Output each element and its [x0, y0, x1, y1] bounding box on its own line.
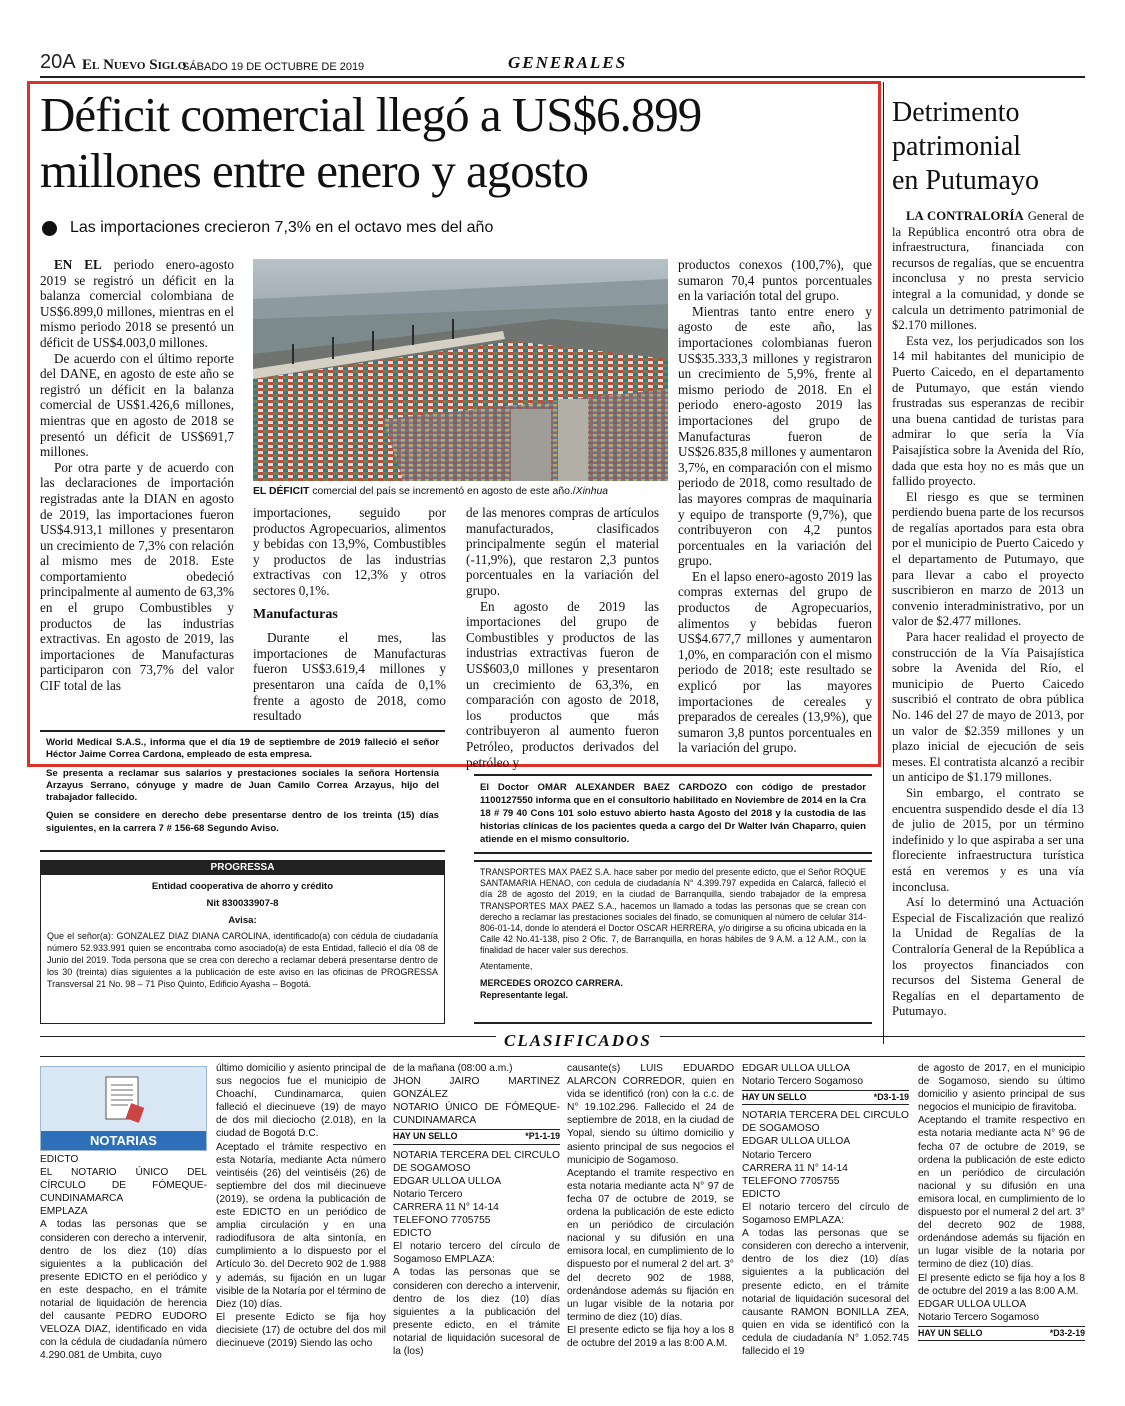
- photo-credit: Xinhua: [575, 486, 609, 497]
- notice-text: NOTARIA TERCERA DEL CIRCULO DE SOGAMOSO EDGAR ULLOA ULLOA Notario Tercero CARRERA 11 N° 14-14 TELEFONO 7705755 EDICTO El notario tercero del círculo de Sogamoso EMPLAZA: A todas las personas que se consideren con derecho a intervenir, dentro de los diez (10) días siguientes a la publicación del presente edicto, en el trámite notarial de liquidación sucesoral del causante RAMON BONILLA ZEA, quien en vida se identificó con la cedula de ciudadanía N° 1.052.745 fallecido el 19: [742, 1110, 909, 1357]
- paragraph: periodo enero-agosto 2019 se registró un déficit en la balanza comercial colombiana de US$6.899,0 millones, mientras en el mismo periodo 2018 se presentó un déficit de US$4.003,0 millones.: [40, 257, 234, 350]
- notice-signature: MERCEDES OROZCO CARRERA.: [480, 977, 624, 988]
- clasificado-col-5: [742, 1062, 909, 1358]
- main-col-2: [253, 505, 446, 724]
- side-headline-line: patrimonial: [892, 131, 1022, 162]
- photo-caption: [253, 485, 608, 498]
- paragraph: En agosto de 2019 las importaciones del grupo de Combustibles y productos de las industrias extractivas fueron de US$603,0 millones y presentaron un crecimiento de 63,3%, en comparación con agosto de 2018, los productos que más contribuyeron al aumento fueron Petróleo, productos derivados del petróleo y: [466, 598, 659, 770]
- masthead-name: El Nuevo Siglo: [82, 57, 187, 73]
- subsection-title: Manufacturas: [253, 606, 338, 622]
- notice-text: de agosto de 2017, en el municipio de Sogamoso, siendo su último domicilio y asiento principal de sus negocios el municipio de firavitoba. Aceptando el tramite respectivo en esta notaria mediante acta N° 96 de fecha 07 de octubre de 2019, se ordena la publicación de este edicto en un periódico de circulación nacional y su difusión en una emisora local, en cumplimiento de lo dispuesto por el numeral 2 del art. 3° del decreto 902 de 1988, ordenándose además su fijación en un lugar visible de la notaria por termino de diez (10) días. El presente edicto se fija hoy a los 8 de octubre del 2019 a las 8:00 A.M. EDGAR ULLOA ULLOA Notario Tercero Sogamoso: [918, 1063, 1085, 1323]
- main-col-1: [40, 257, 234, 694]
- paragraph: importaciones, seguido por productos Agropecuarios, alimentos y bebidas con 13,9%, Combustibles y productos de las industrias extractivas con 12,3% y otros sectores 0,1%.: [253, 505, 446, 598]
- page-number: 20A: [40, 51, 76, 73]
- side-headline: [892, 96, 1039, 198]
- port-photo: [253, 259, 668, 481]
- notice-text: NOTARIA TERCERA DEL CIRCULO DE SOGAMOSO EDGAR ULLOA ULLOA Notario Tercero CARRERA 11 N° 14-14 TELEFONO 7705755 EDICTO El notario tercero del círculo de Sogamoso EMPLAZA: A todas las personas que se consideren con derecho a intervenir, dentro de los diez (10) días siguientes a la publicación del presente edicto, en el trámite notarial de liquidación sucesoral de la (los): [393, 1149, 560, 1357]
- clasificado-col-2: último domicilio y asiento principal de sus negocios fue el municipio de Choachí, Cundinamarca, quien falleció el diecinueve (19) de mayo de dos mil dieciocho (2.018), en la ciudad de Bogotá D.C. Aceptado el trámite respectivo en esta Notaría, mediante Acta número veintiséis (26) del veintiséis (26) de septiembre del dos mil diecinueve (2019), se ordena la publicación de este EDICTO en un periódico de amplia circulación y en una radiodifusora de alta sintonía, en cumplimiento a lo dispuesto por el Artículo 3o. del Decreto 902 de 1.988 y además, su fijación en un lugar visible de la Notaría por el término de Diez (10) días. El presente Edicto se fija hoy diecisiete (17) de octubre del dos mil diecinueve (2019) Siendo las ocho: [216, 1063, 386, 1349]
- clasificado-col-3: [393, 1062, 560, 1358]
- caption-text: comercial del país se incrementó en agosto de este año./: [309, 486, 576, 497]
- notice-code: *D3-1-19: [873, 1092, 909, 1103]
- side-headline-line: en Putumayo: [892, 165, 1039, 196]
- paragraph: Por otra parte y de acuerdo con las declaraciones de importación registradas ante la DIAN en agosto de 2019, las importaciones fueron US$4.913,1 millones y presentaron un crecimiento de 7,3% con relación al mismo mes de 2018. Este comportamiento obedeció principalmente al aumento de 63,3% en el grupo Combustibles y productos de las industrias extractivas. En agosto de 2019, las importaciones de Manufacturas participaron con 73,7% del valor CIF total de las: [40, 459, 234, 694]
- bullet-icon: [42, 221, 57, 236]
- clasificado-col-1: EDICTO EL NOTARIO ÚNICO DEL CÍRCULO DE FÓMEQUE-CUNDINAMARCA EMPLAZA A todas las personas que se consideren con derecho a intervenir, dentro de los diez (10) días siguientes a la publicación del presente EDICTO en el periódico y en este despacho, en el trámite notarial de liquidación de herencia del causante PEDRO EUDORO VELOZA DIAZ, identificado en vida con la cédula de ciudadanía número 4.290.081 de Umbita, cuyo: [40, 1154, 207, 1362]
- notice-text: Quien se considere en derecho debe presentarse dentro de los treinta (15) días siguientes, en la carrera 7 # 156-68: [46, 810, 439, 834]
- paragraph: productos conexos (100,7%), que sumaron 70,4 puntos porcentuales en la variación total del grupo.: [678, 257, 872, 304]
- paragraph: Así lo determinó una Actuación Especial de Fiscalización que realizó la Unidad de Regalías de la Contraloría General de la República a los proyectos financiados con recursos del Sistema General de Regalías en el departamento de Putumayo.: [892, 895, 1084, 1019]
- progressa-aviso: Avisa:: [228, 915, 257, 927]
- main-col-3: [466, 505, 659, 770]
- side-article-body: [892, 209, 1084, 1020]
- notice-sign: Segundo Aviso.: [207, 822, 279, 834]
- document-icon: [102, 1075, 146, 1125]
- seal-note: HAY UN SELLO: [742, 1092, 807, 1103]
- progressa-body: Que el señor(a): GONZALEZ DIAZ DIANA CAROLINA, identificado(a) con cédula de ciudadanía número 52.933.991 quien se encontraba como asociado(a) de esta Entidad, falleció el día 08 de Junio del 2019. Toda persona que se crea con derecho a reclamar deberá presentarse dentro de los 30 (treinta) días siguientes a la publicación de este aviso en las oficinas de PROGRESSA Transversal 21 No. 98 – 71 Piso Quinto, Edificio Ayasha – Bogotá.: [47, 931, 438, 990]
- edition-date: SÁBADO 19 DE OCTUBRE DE 2019: [182, 61, 365, 73]
- subhead: Las importaciones crecieron 7,3% en el octavo mes del año: [70, 219, 494, 236]
- notice-signature-role: Representante legal.: [480, 989, 569, 1000]
- section-name: GENERALES: [508, 53, 628, 72]
- progressa-title: PROGRESSA: [41, 861, 444, 875]
- notarias-label: NOTARIAS: [41, 1131, 206, 1150]
- progressa-sub: Entidad cooperativa de ahorro y crédito: [151, 881, 334, 892]
- notarias-box: [40, 1066, 207, 1151]
- notice-doctor: [474, 774, 872, 854]
- paragraph: Para hacer realidad el proyecto de construcción de la Vía Paisajística sobre la Avenida del Río, el municipio de Puerto Caicedo suscribió el contrato de obra pública No. 146 del 27 de mayo de 2013, por un valor de $2.359 millones y un plazo inicial de ejecución de seis meses. El contratista alcanzó a recibir un anticipo de $1.179 millones.: [892, 630, 1084, 785]
- notice-code: *P1-1-19: [525, 1131, 560, 1142]
- header-rule: [40, 76, 1085, 78]
- caption-lead: EL DÉFICIT: [253, 486, 310, 497]
- notice-text: EDGAR ULLOA ULLOA Notario Tercero Sogamoso: [742, 1063, 863, 1088]
- notice-text: Se presenta a reclamar sus salarios y prestaciones sociales la señora Hortensia Arzayus Serrano, cónyuge y madre de Juan Camilo Correa Arzayus, hijo del trabajador fallecido.: [46, 768, 439, 804]
- notice-closing: Atentamente,: [480, 960, 533, 971]
- notice-text: World Medical S.A.S., informa que el día 19 de septiembre de 2019 falleció el señor Héctor Jaime Correa Cardona, empleado de esta empresa.: [46, 737, 439, 761]
- clasificado-col-4: causante(s) LUIS EDUARDO ALARCON CORREDOR, quien en vida se identificó (ron) con la c.c. de N° 19.102.296. Fallecido el 24 de septiembre de 2018, en la ciudad de Yopal, siendo su último domicilio y asiento principal de sus negocios el municipio de Sogamoso. Aceptando el tramite respectivo en esta notaria mediante acta N° 97 de fecha 07 de octubre de 2019, se ordena la publicación de este edicto en un periódico de circulación nacional y su difusión en una emisora local, en cumplimiento de lo dispuesto por el numeral 2 del art. 3° del decreto 902 de 1988, ordenándose además su fijación en un lugar visible de la notaria por termino de diez (10) días. El presente edicto se fija hoy a los 8 de octubre del 2019 a las 8:00 A.M.: [567, 1063, 734, 1349]
- paragraph: El riesgo es que se terminen perdiendo buena parte de los recursos de regalías aportados para esta obra por el municipio de Puerto Caicedo y el departamento de Putumayo, que para llevar a cabo el proyecto suscribieron en marzo de 2013 un convenio interadministrativo, por un valor de $2.477 millones.: [892, 489, 1084, 629]
- notice-progressa: [40, 860, 445, 1024]
- main-headline-line2: millones entre enero y agosto: [40, 143, 588, 198]
- seal-note: HAY UN SELLO: [918, 1327, 983, 1338]
- paragraph: Mientras tanto entre enero y agosto de este año, las importaciones colombianas fueron US$35.333,3 millones y registraron un crecimiento de 5,9%, frente al mismo periodo de 2018. En el periodo enero-agosto 2019 las importaciones del grupo de Manufacturas fueron de US$26.835,8 millones y aumentaron 3,7%, en comparación con el mismo periodo de 2018, como resultado de las mayores compras de maquinaria y equipo de transporte (9,7%), que contribuyeron con 4,2 puntos porcentuales en la variación del grupo.: [678, 303, 872, 569]
- side-headline-line: Detrimento: [892, 97, 1020, 128]
- notice-world-medical: [40, 730, 445, 852]
- paragraph: Durante el mes, las importaciones de Manufacturas fueron US$3.619,4 millones y presentaron una caída de 0,1% frente a agosto de 2018, como resultado: [253, 630, 446, 724]
- paragraph: En el lapso enero-agosto 2019 las compras externas del grupo de productos de Agropecuarios, alimentos y bebidas fueron US$4.677,7 millones y aumentaron 1,0%, en comparación con el mismo periodo de 2018; este resultado se explicó por las mayores importaciones de cereales y preparados de cereales (13,9%), que sumaron 3,8 puntos porcentuales en la variación del grupo.: [678, 568, 872, 756]
- main-headline-line1: Déficit comercial llegó a US$6.899: [40, 87, 702, 142]
- notice-text: TRANSPORTES MAX PAEZ S.A. hace saber por medio del presente edicto, que el Señor ROQUE SANTAMARIA HENAO, con cedula de ciudadanía N° 4.399.797 expedida en Calarcá, falleció el día 28 de agosto del 2019, en la ciudad de Barranquilla, siendo trabajador de la empresa TRANSPORTES MAX PAEZ S.A., hacemos un llamado a todas las personas que se crean con derecho a reclamar las prestaciones sociales del finado, se comuniquen al número de celular 314-806-01-14, donde lo atenderá el Doctor OSCAR HERRERA, y/o dirigirse a su oficina ubicada en la Calle 42 No.41-138, piso 2 Ofic. 7, de Barranquilla, en horas hábiles de 9 A.M. a 12 A.M., con la finalidad de hacer valer sus derechos.: [480, 867, 866, 956]
- paragraph: General de la República encontró otra obra de infraestructura, financiada con recursos de regalías, que se encuentra inconclusa y no presta servicio integral a la comunidad, y donde se calcula un detrimento patrimonial de $2.170 millones.: [892, 209, 1084, 333]
- clasificados-rule-bottom: [40, 1056, 1085, 1057]
- seal-note: HAY UN SELLO: [393, 1131, 458, 1142]
- progressa-nit: Nit 830033907-8: [206, 898, 279, 910]
- lead-in: LA CONTRALORÍA: [906, 209, 1024, 223]
- notice-transportes: [474, 860, 872, 1024]
- main-headline: [40, 87, 701, 199]
- notice-text: El Doctor OMAR ALEXANDER BAEZ CARDOZO con código de prestador 1100127550 informa que en el consultorio habilitado en Noviembre de 2014 en la Cra 18 # 79 40 Cons 101 solo estuvo abierto hasta Agosto del 2018 y la custodia de las historias clínicas de los pacientes queda a cargo del Dr Walter Iván Chaparro, quien atiende en el mismo consultorio.: [480, 782, 866, 845]
- paragraph: Sin embargo, el contrato se encuentra suspendido desde el día 13 de julio de 2015, por un término indefinido y lo que aspiraba a ser una floreciente infraestructura turística está en veremos y es una vía inconclusa.: [892, 785, 1084, 894]
- notice-text: de la mañana (08:00 a.m.) JHON JAIRO MARTINEZ GONZÁLEZ NOTARIO ÚNICO DE FÓMEQUE-CUNDINAMARCA: [393, 1063, 560, 1127]
- paragraph: De acuerdo con el último reporte del DANE, en agosto de este año se registró un déficit en la balanza comercial de US$1.426,6 millones, mientras que en agosto de 2018 se presentó un déficit de US$691,7 millones.: [40, 350, 234, 460]
- clasificados-title: CLASIFICADOS: [496, 1031, 660, 1051]
- side-column-rule: [883, 82, 884, 1044]
- main-col-4: [678, 257, 872, 756]
- container-port-illustration: [253, 259, 668, 481]
- paragraph: de las menores compras de artículos manufacturados, clasificados principalmente según el material (-11,9%), que restaron 2,3 puntos porcentuales en la variación del grupo.: [466, 505, 659, 598]
- paragraph: Esta vez, los perjudicados son los 14 mil habitantes del municipio de Puerto Caicedo, en el departamento de Putumayo, que están viendo frustradas sus esperanzas de recibir una buena cantidad de turistas para admirar lo que sería la Vía Paisajística sobre la Avenida del Río, dada que esta hoy no es más que un fallido proyecto.: [892, 333, 1084, 489]
- lead-in: EN EL: [54, 257, 102, 272]
- notice-code: *D3-2-19: [1049, 1327, 1085, 1338]
- clasificado-col-6: [918, 1062, 1085, 1341]
